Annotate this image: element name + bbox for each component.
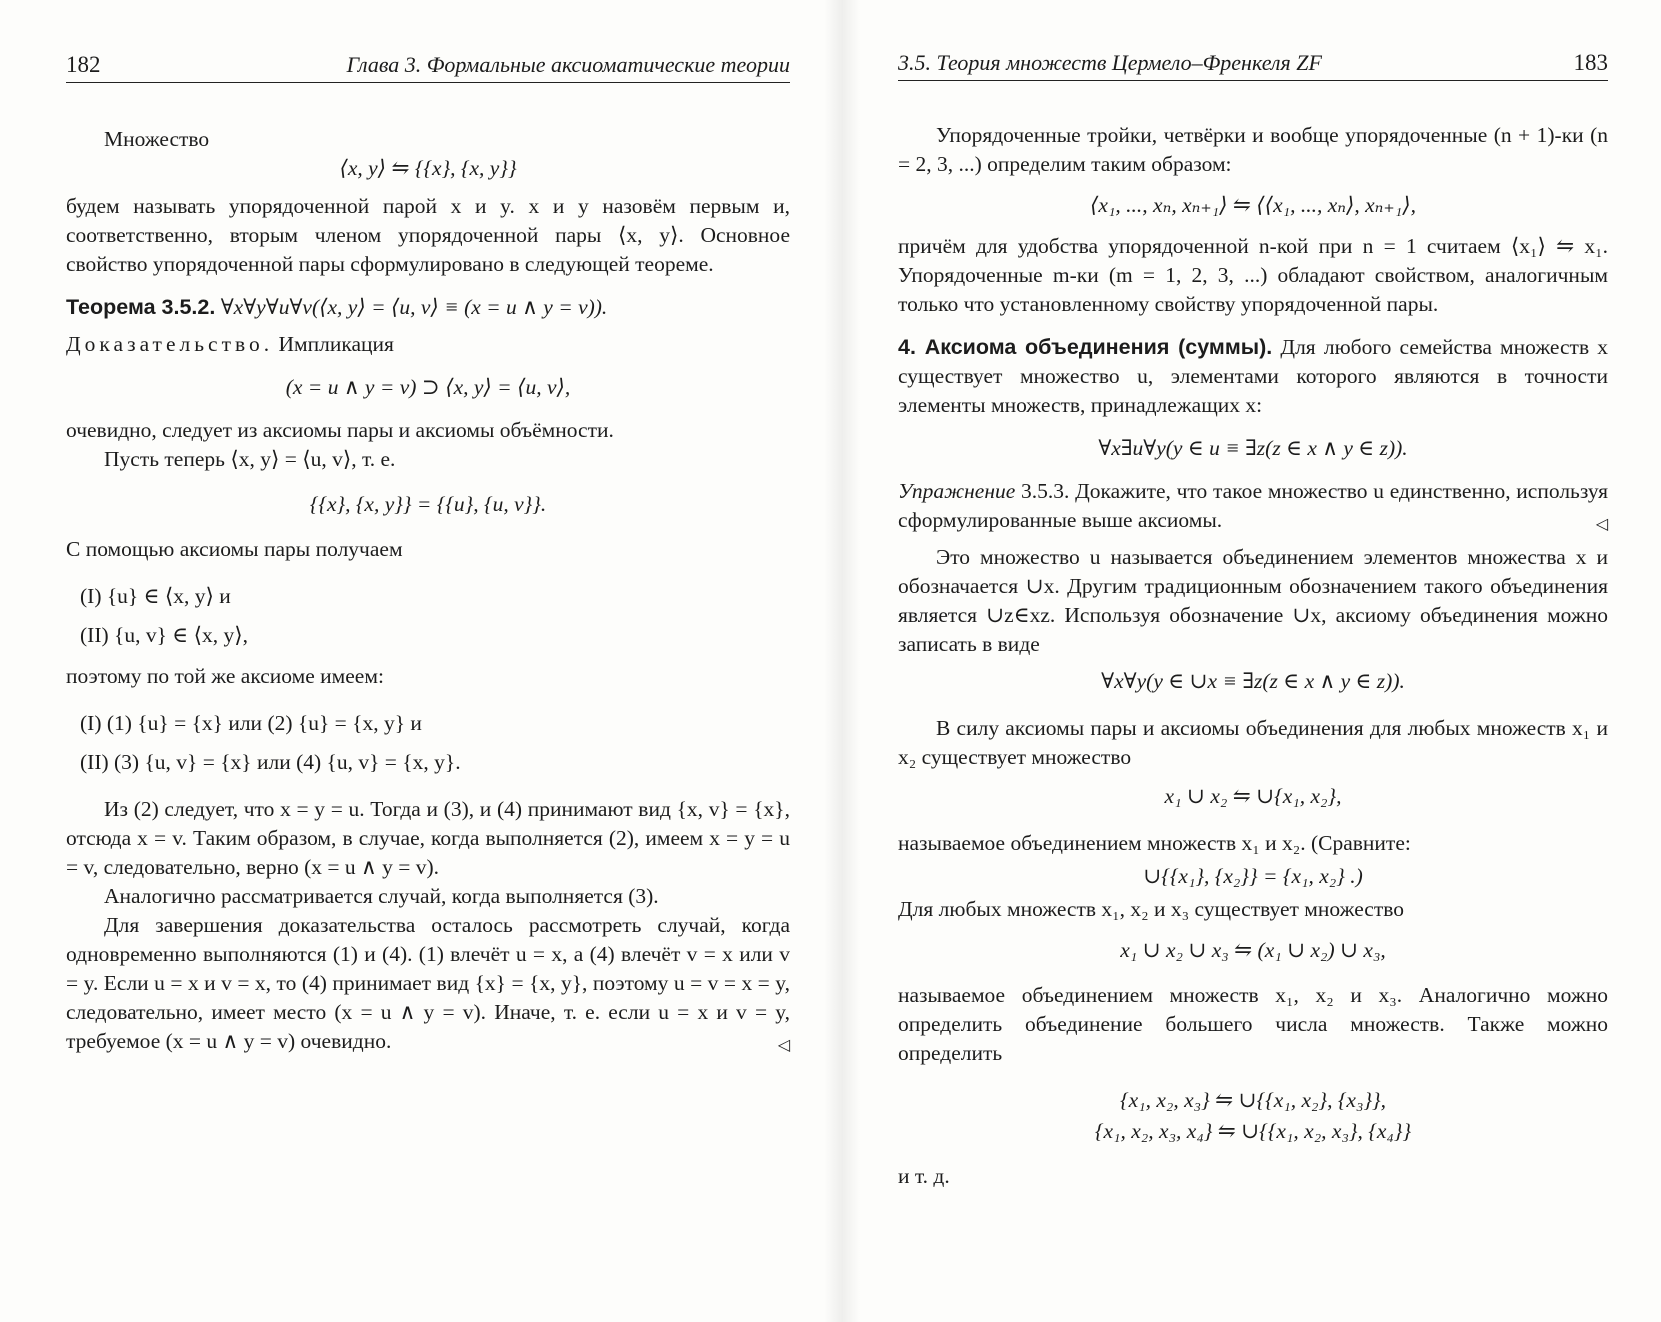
left-paragraph-1: будем называть упорядоченной парой x и y. x и y назовём первым и, соответственно, вторым членом упорядоченной пары ⟨x, y⟩. Основное свойство упорядоченной пары сформулировано в следующей теореме. <box>66 194 790 276</box>
left-paragraph-3: Пусть теперь ⟨x, y⟩ = ⟨u, v⟩, т. е. <box>104 447 396 471</box>
left-line-1: Множество <box>104 127 210 151</box>
theorem-body: ∀x∀y∀u∀v(⟨x, y⟩ = ⟨u, v⟩ ≡ (x = u ∧ y = v)). <box>220 295 608 319</box>
right-paragraph-6: Для любых множеств x₁, x₂ и x₃ существует множество <box>898 897 1404 921</box>
right-equation-4: x₁ ∪ x₂ ⇋ ∪{x₁, x₂}, <box>1164 784 1342 808</box>
exercise-label: Упражнение <box>898 479 1016 503</box>
right-equation-8: {x₁, x₂, x₃, x₄} ⇋ ∪{{x₁, x₂, x₃}, {x₄}} <box>1094 1119 1412 1143</box>
proof-label: Доказательство. <box>66 332 274 356</box>
left-item-2: (II) {u, v} ∈ ⟨x, y⟩, <box>80 623 248 647</box>
proof-end-mark: ◁ <box>777 1037 790 1054</box>
right-equation-5: ∪{{x₁}, {x₂}} = {x₁, x₂} .) <box>1143 864 1363 888</box>
left-paragraph-4: С помощью аксиомы пары получаем <box>66 537 403 561</box>
left-item-4: (II) (3) {u, v} = {x} или (4) {u, v} = {x, y}. <box>80 750 461 774</box>
right-paragraph-2: причём для удобства упорядоченной n-кой при n = 1 считаем ⟨x₁⟩ ⇋ x₁. Упорядоченные m-ки (m = 1, 2, 3, ...) обладают свойством, аналогичным только что установленному свойству упорядоченной пары. <box>898 234 1608 316</box>
right-paragraph-4: В силу аксиомы пары и аксиомы объединения для любых множеств x₁ и x₂ существует множество <box>898 716 1608 769</box>
left-equation-1: ⟨x, y⟩ ⇋ {{x}, {x, y}} <box>339 156 517 180</box>
left-equation-3: {{x}, {x, y}} = {{u}, {u, v}}. <box>309 492 547 516</box>
left-equation-2: (x = u ∧ y = v) ⊃ ⟨x, y⟩ = ⟨u, v⟩, <box>285 375 571 399</box>
left-item-1: (I) {u} ∈ ⟨x, y⟩ и <box>80 584 231 608</box>
left-page <box>66 0 790 1322</box>
right-running-head <box>898 50 1608 81</box>
right-equation-1: ⟨x₁, ..., xₙ, xₙ₊₁⟩ ⇋ ⟨⟨x₁, ..., xₙ⟩, xₙ₊₁⟩, <box>1090 193 1416 217</box>
left-paragraph-2: очевидно, следует из аксиомы пары и аксиомы объёмности. <box>66 418 614 442</box>
right-paragraph-5: называемое объединением множеств x₁ и x₂. (Сравните: <box>898 831 1411 855</box>
right-paragraph-3: Это множество u называется объединением элементов множества x и обозначается ∪x. Другим традиционным обозначением такого объединения является ∪z∈xz. Используя обозначение ∪x, аксиому объединения можно записать в виде <box>898 545 1608 656</box>
proof-start-text: Импликация <box>278 332 394 356</box>
right-paragraph-8: и т. д. <box>898 1164 950 1188</box>
right-paragraph-7: называемое объединением множеств x₁, x₂ и x₃. Аналогично можно определить объединение большего числа множеств. Также можно определить <box>898 983 1608 1065</box>
right-equation-2: ∀x∃u∀y(y ∈ u ≡ ∃z(z ∈ x ∧ y ∈ z)). <box>1098 436 1408 460</box>
right-page-body <box>898 121 1608 1191</box>
exercise-3-5-3 <box>898 477 1608 535</box>
left-paragraph-6: Из (2) следует, что x = y = u. Тогда и (3), и (4) принимают вид {x, v} = {x}, отсюда x = v. Таким образом, в случае, когда выполняется (2), имеем x = y = u = v, следовательно, верно (x = u ∧ y = v). <box>66 797 790 879</box>
right-page <box>898 0 1608 1322</box>
right-equation-3: ∀x∀y(y ∈ ∪x ≡ ∃z(z ∈ x ∧ y ∈ z)). <box>1101 669 1405 693</box>
left-running-head <box>66 52 790 83</box>
left-paragraph-8-text: Для завершения доказательства осталось рассмотреть случай, когда одновременно выполняются (1) и (4). (1) влечёт u = x, а (4) влечёт v = x или v = y. Если u = x и v = x, то (4) принимает вид {x} = {x, y}, поэтому u = v = x = y, следовательно, имеет место (x = u ∧ y = v). Иначе, т. е. если u = x и v = y, требуемое (x = u ∧ y = v) очевидно. <box>66 913 790 1053</box>
left-page-number: 182 <box>66 52 101 77</box>
left-paragraph-8 <box>66 911 790 1056</box>
right-running-title: 3.5. Теория множеств Цермело–Френкеля ZF <box>898 50 1322 75</box>
proof-start <box>66 330 790 359</box>
exercise-body: 3.5.3. Докажите, что такое множество u единственно, используя сформулированные выше аксиомы. <box>898 479 1609 532</box>
right-equation-6: x₁ ∪ x₂ ∪ x₃ ⇋ (x₁ ∪ x₂) ∪ x₃, <box>1120 938 1386 962</box>
theorem-3-5-2 <box>66 293 790 322</box>
left-running-title: Глава 3. Формальные аксиоматические теории <box>346 52 790 77</box>
left-paragraph-7: Аналогично рассматривается случай, когда выполняется (3). <box>104 884 659 908</box>
axiom-label: 4. Аксиома объединения (суммы). <box>898 335 1273 359</box>
right-paragraph-1: Упорядоченные тройки, четвёрки и вообще упорядоченные (n + 1)-ки (n = 2, 3, ...) определим таким образом: <box>898 123 1608 176</box>
left-paragraph-5: поэтому по той же аксиоме имеем: <box>66 664 384 688</box>
axiom-body: Для любого семейства множеств x существует множество u, элементами которого являются в точности элементы множеств, принадлежащих x: <box>898 335 1609 417</box>
exercise-end-mark: ◁ <box>1595 516 1608 533</box>
left-page-body <box>66 125 790 1056</box>
right-page-number: 183 <box>1573 50 1608 75</box>
theorem-label: Теорема 3.5.2. <box>66 295 216 319</box>
book-gutter <box>824 0 860 1322</box>
left-item-3: (I) (1) {u} = {x} или (2) {u} = {x, y} и <box>80 711 422 735</box>
right-equation-7: {x₁, x₂, x₃} ⇋ ∪{{x₁, x₂}, {x₃}}, <box>1119 1088 1387 1112</box>
axiom-4 <box>898 333 1608 420</box>
